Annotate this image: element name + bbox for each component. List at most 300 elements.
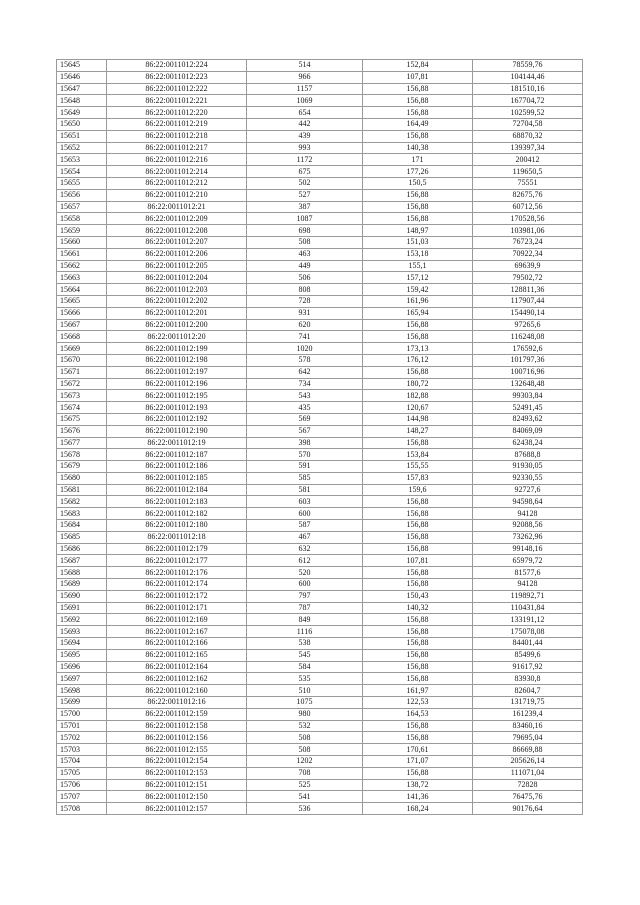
- table-row: [57, 720, 583, 732]
- area-cell: 541: [247, 791, 363, 803]
- unit-value-cell: 120,67: [363, 402, 473, 414]
- area-cell: 439: [247, 130, 363, 142]
- cadastral-value-cell: 92330,55: [473, 472, 583, 484]
- unit-value-cell: 150,43: [363, 590, 473, 602]
- area-cell: 600: [247, 579, 363, 591]
- cadastral-value-cell: 132648,48: [473, 378, 583, 390]
- table-row: [57, 744, 583, 756]
- unit-value-cell: 140,38: [363, 142, 473, 154]
- cadastral-value-cell: 76723,24: [473, 236, 583, 248]
- cadastral-value-cell: 82604,7: [473, 685, 583, 697]
- row-number-cell: 15646: [57, 71, 107, 83]
- cadastral-number-cell: 86:22:0011012:221: [107, 95, 247, 107]
- row-number-cell: 15696: [57, 661, 107, 673]
- area-cell: 1202: [247, 756, 363, 768]
- cadastral-value-cell: 94128: [473, 579, 583, 591]
- area-cell: 543: [247, 390, 363, 402]
- cadastral-number-cell: 86:22:0011012:16: [107, 697, 247, 709]
- table-row: [57, 331, 583, 343]
- cadastral-value-cell: 72828: [473, 779, 583, 791]
- area-cell: 387: [247, 201, 363, 213]
- unit-value-cell: 161,97: [363, 685, 473, 697]
- row-number-cell: 15680: [57, 472, 107, 484]
- table-row: [57, 177, 583, 189]
- area-cell: 1157: [247, 83, 363, 95]
- unit-value-cell: 141,36: [363, 791, 473, 803]
- cadastral-number-cell: 86:22:0011012:164: [107, 661, 247, 673]
- table-row: [57, 60, 583, 72]
- table-row: [57, 614, 583, 626]
- unit-value-cell: 138,72: [363, 779, 473, 791]
- row-number-cell: 15649: [57, 107, 107, 119]
- unit-value-cell: 170,61: [363, 744, 473, 756]
- cadastral-number-cell: 86:22:0011012:193: [107, 402, 247, 414]
- unit-value-cell: 122,53: [363, 697, 473, 709]
- area-cell: 675: [247, 166, 363, 178]
- row-number-cell: 15706: [57, 779, 107, 791]
- cadastral-number-cell: 86:22:0011012:222: [107, 83, 247, 95]
- row-number-cell: 15667: [57, 319, 107, 331]
- area-cell: 591: [247, 461, 363, 473]
- area-cell: 535: [247, 673, 363, 685]
- table-row: [57, 449, 583, 461]
- area-cell: 797: [247, 590, 363, 602]
- area-cell: 600: [247, 508, 363, 520]
- row-number-cell: 15656: [57, 189, 107, 201]
- unit-value-cell: 156,88: [363, 107, 473, 119]
- row-number-cell: 15688: [57, 567, 107, 579]
- row-number-cell: 15674: [57, 402, 107, 414]
- cadastral-number-cell: 86:22:0011012:156: [107, 732, 247, 744]
- cadastral-value-cell: 52491,45: [473, 402, 583, 414]
- cadastral-number-cell: 86:22:0011012:176: [107, 567, 247, 579]
- table-row: [57, 307, 583, 319]
- cadastral-number-cell: 86:22:0011012:186: [107, 461, 247, 473]
- cadastral-number-cell: 86:22:0011012:224: [107, 60, 247, 72]
- table-row: [57, 649, 583, 661]
- cadastral-number-cell: 86:22:0011012:203: [107, 284, 247, 296]
- area-cell: 654: [247, 107, 363, 119]
- area-cell: 567: [247, 425, 363, 437]
- table-row: [57, 319, 583, 331]
- area-cell: 1172: [247, 154, 363, 166]
- area-cell: 514: [247, 60, 363, 72]
- table-row: [57, 520, 583, 532]
- cadastral-value-cell: 83930,8: [473, 673, 583, 685]
- row-number-cell: 15692: [57, 614, 107, 626]
- cadastral-value-cell: 103981,06: [473, 225, 583, 237]
- table-row: [57, 496, 583, 508]
- row-number-cell: 15691: [57, 602, 107, 614]
- cadastral-number-cell: 86:22:0011012:187: [107, 449, 247, 461]
- area-cell: 993: [247, 142, 363, 154]
- table-row: [57, 236, 583, 248]
- cadastral-value-cell: 133191,12: [473, 614, 583, 626]
- area-cell: 536: [247, 803, 363, 815]
- cadastral-value-cell: 104144,46: [473, 71, 583, 83]
- table-row: [57, 697, 583, 709]
- table-row: [57, 166, 583, 178]
- cadastral-value-cell: 73262,96: [473, 531, 583, 543]
- cadastral-number-cell: 86:22:0011012:169: [107, 614, 247, 626]
- cadastral-value-cell: 111071,04: [473, 767, 583, 779]
- row-number-cell: 15669: [57, 343, 107, 355]
- unit-value-cell: 140,32: [363, 602, 473, 614]
- cadastral-value-cell: 68870,32: [473, 130, 583, 142]
- cadastral-number-cell: 86:22:0011012:180: [107, 520, 247, 532]
- table-row: [57, 71, 583, 83]
- unit-value-cell: 148,27: [363, 425, 473, 437]
- row-number-cell: 15689: [57, 579, 107, 591]
- cadastral-number-cell: 86:22:0011012:177: [107, 555, 247, 567]
- area-cell: 463: [247, 248, 363, 260]
- area-cell: 642: [247, 366, 363, 378]
- cadastral-number-cell: 86:22:0011012:206: [107, 248, 247, 260]
- cadastral-number-cell: 86:22:0011012:218: [107, 130, 247, 142]
- area-cell: 587: [247, 520, 363, 532]
- row-number-cell: 15686: [57, 543, 107, 555]
- row-number-cell: 15653: [57, 154, 107, 166]
- row-number-cell: 15708: [57, 803, 107, 815]
- cadastral-value-cell: 86669,88: [473, 744, 583, 756]
- area-cell: 1116: [247, 626, 363, 638]
- cadastral-value-cell: 200412: [473, 154, 583, 166]
- cadastral-value-cell: 87688,8: [473, 449, 583, 461]
- unit-value-cell: 159,6: [363, 484, 473, 496]
- cadastral-value-cell: 128811,36: [473, 284, 583, 296]
- row-number-cell: 15699: [57, 697, 107, 709]
- cadastral-number-cell: 86:22:0011012:165: [107, 649, 247, 661]
- row-number-cell: 15664: [57, 284, 107, 296]
- table-row: [57, 95, 583, 107]
- cadastral-number-cell: 86:22:0011012:182: [107, 508, 247, 520]
- area-cell: 545: [247, 649, 363, 661]
- unit-value-cell: 156,88: [363, 366, 473, 378]
- unit-value-cell: 156,88: [363, 437, 473, 449]
- table-row: [57, 732, 583, 744]
- cadastral-number-cell: 86:22:0011012:196: [107, 378, 247, 390]
- unit-value-cell: 171,07: [363, 756, 473, 768]
- cadastral-value-cell: 205626,14: [473, 756, 583, 768]
- unit-value-cell: 155,1: [363, 260, 473, 272]
- table-row: [57, 673, 583, 685]
- cadastral-number-cell: 86:22:0011012:207: [107, 236, 247, 248]
- area-cell: 849: [247, 614, 363, 626]
- unit-value-cell: 144,98: [363, 413, 473, 425]
- cadastral-number-cell: 86:22:0011012:172: [107, 590, 247, 602]
- cadastral-number-cell: 86:22:0011012:205: [107, 260, 247, 272]
- cadastral-value-cell: 79502,72: [473, 272, 583, 284]
- unit-value-cell: 161,96: [363, 295, 473, 307]
- area-cell: 508: [247, 236, 363, 248]
- unit-value-cell: 157,12: [363, 272, 473, 284]
- row-number-cell: 15651: [57, 130, 107, 142]
- cadastral-value-cell: 65979,72: [473, 555, 583, 567]
- cadastral-value-cell: 176592,6: [473, 343, 583, 355]
- unit-value-cell: 168,24: [363, 803, 473, 815]
- table-row: [57, 567, 583, 579]
- cadastral-value-cell: 91930,05: [473, 461, 583, 473]
- unit-value-cell: 152,84: [363, 60, 473, 72]
- table-row: [57, 461, 583, 473]
- row-number-cell: 15705: [57, 767, 107, 779]
- cadastral-value-cell: 78559,76: [473, 60, 583, 72]
- cadastral-number-cell: 86:22:0011012:183: [107, 496, 247, 508]
- table-row: [57, 531, 583, 543]
- row-number-cell: 15672: [57, 378, 107, 390]
- row-number-cell: 15702: [57, 732, 107, 744]
- unit-value-cell: 107,81: [363, 71, 473, 83]
- unit-value-cell: 156,88: [363, 130, 473, 142]
- unit-value-cell: 156,88: [363, 496, 473, 508]
- unit-value-cell: 156,88: [363, 543, 473, 555]
- unit-value-cell: 155,55: [363, 461, 473, 473]
- cadastral-value-cell: 181510,16: [473, 83, 583, 95]
- unit-value-cell: 151,03: [363, 236, 473, 248]
- cadastral-value-cell: 82493,62: [473, 413, 583, 425]
- row-number-cell: 15681: [57, 484, 107, 496]
- cadastral-value-cell: 154490,14: [473, 307, 583, 319]
- area-cell: 1020: [247, 343, 363, 355]
- unit-value-cell: 164,53: [363, 708, 473, 720]
- area-cell: 508: [247, 744, 363, 756]
- area-cell: 931: [247, 307, 363, 319]
- table-row: [57, 638, 583, 650]
- row-number-cell: 15673: [57, 390, 107, 402]
- row-number-cell: 15665: [57, 295, 107, 307]
- table-row: [57, 284, 583, 296]
- area-cell: 980: [247, 708, 363, 720]
- cadastral-value-cell: 139397,34: [473, 142, 583, 154]
- cadastral-value-cell: 170528,56: [473, 213, 583, 225]
- table-row: [57, 767, 583, 779]
- cadastral-number-cell: 86:22:0011012:209: [107, 213, 247, 225]
- area-cell: 527: [247, 189, 363, 201]
- unit-value-cell: 165,94: [363, 307, 473, 319]
- unit-value-cell: 156,88: [363, 83, 473, 95]
- area-cell: 532: [247, 720, 363, 732]
- unit-value-cell: 156,88: [363, 213, 473, 225]
- cadastral-value-cell: 110431,84: [473, 602, 583, 614]
- cadastral-number-cell: 86:22:0011012:208: [107, 225, 247, 237]
- cadastral-number-cell: 86:22:0011012:223: [107, 71, 247, 83]
- cadastral-number-cell: 86:22:0011012:179: [107, 543, 247, 555]
- cadastral-value-cell: 119650,5: [473, 166, 583, 178]
- table-row: [57, 213, 583, 225]
- table-row: [57, 295, 583, 307]
- cadastral-number-cell: 86:22:0011012:155: [107, 744, 247, 756]
- cadastral-value-cell: 101797,36: [473, 354, 583, 366]
- table-row: [57, 225, 583, 237]
- unit-value-cell: 148,97: [363, 225, 473, 237]
- row-number-cell: 15684: [57, 520, 107, 532]
- unit-value-cell: 156,88: [363, 732, 473, 744]
- row-number-cell: 15666: [57, 307, 107, 319]
- unit-value-cell: 164,49: [363, 118, 473, 130]
- cadastral-number-cell: 86:22:0011012:18: [107, 531, 247, 543]
- unit-value-cell: 156,88: [363, 520, 473, 532]
- unit-value-cell: 180,72: [363, 378, 473, 390]
- cadastral-value-cell: 83460,16: [473, 720, 583, 732]
- cadastral-value-cell: 75551: [473, 177, 583, 189]
- table-row: [57, 661, 583, 673]
- area-cell: 584: [247, 661, 363, 673]
- table-row: [57, 366, 583, 378]
- table-body: [57, 60, 583, 815]
- cadastral-number-cell: 86:22:0011012:192: [107, 413, 247, 425]
- row-number-cell: 15707: [57, 791, 107, 803]
- cadastral-value-cell: 76475,76: [473, 791, 583, 803]
- cadastral-value-cell: 60712,56: [473, 201, 583, 213]
- cadastral-value-cell: 167704,72: [473, 95, 583, 107]
- cadastral-value-cell: 161239,4: [473, 708, 583, 720]
- row-number-cell: 15675: [57, 413, 107, 425]
- unit-value-cell: 156,88: [363, 614, 473, 626]
- table-row: [57, 437, 583, 449]
- unit-value-cell: 182,88: [363, 390, 473, 402]
- cadastral-number-cell: 86:22:0011012:171: [107, 602, 247, 614]
- unit-value-cell: 156,88: [363, 319, 473, 331]
- cadastral-number-cell: 86:22:0011012:199: [107, 343, 247, 355]
- area-cell: 708: [247, 767, 363, 779]
- area-cell: 728: [247, 295, 363, 307]
- cadastral-value-cell: 69639,9: [473, 260, 583, 272]
- area-cell: 506: [247, 272, 363, 284]
- unit-value-cell: 156,88: [363, 201, 473, 213]
- table-row: [57, 189, 583, 201]
- row-number-cell: 15704: [57, 756, 107, 768]
- cadastral-value-cell: 94128: [473, 508, 583, 520]
- unit-value-cell: 156,88: [363, 331, 473, 343]
- area-cell: 442: [247, 118, 363, 130]
- area-cell: 585: [247, 472, 363, 484]
- cadastral-number-cell: 86:22:0011012:19: [107, 437, 247, 449]
- cadastral-value-cell: 116248,08: [473, 331, 583, 343]
- unit-value-cell: 156,88: [363, 567, 473, 579]
- unit-value-cell: 156,88: [363, 720, 473, 732]
- area-cell: 502: [247, 177, 363, 189]
- cadastral-number-cell: 86:22:0011012:158: [107, 720, 247, 732]
- unit-value-cell: 177,26: [363, 166, 473, 178]
- unit-value-cell: 176,12: [363, 354, 473, 366]
- row-number-cell: 15698: [57, 685, 107, 697]
- cadastral-number-cell: 86:22:0011012:20: [107, 331, 247, 343]
- table-row: [57, 425, 583, 437]
- cadastral-number-cell: 86:22:0011012:157: [107, 803, 247, 815]
- table-row: [57, 779, 583, 791]
- table-row: [57, 685, 583, 697]
- cadastral-value-cell: 84069,09: [473, 425, 583, 437]
- row-number-cell: 15663: [57, 272, 107, 284]
- table-row: [57, 142, 583, 154]
- table-row: [57, 791, 583, 803]
- cadastral-value-cell: 72704,58: [473, 118, 583, 130]
- table-row: [57, 508, 583, 520]
- cadastral-number-cell: 86:22:0011012:162: [107, 673, 247, 685]
- row-number-cell: 15679: [57, 461, 107, 473]
- cadastral-number-cell: 86:22:0011012:210: [107, 189, 247, 201]
- cadastral-number-cell: 86:22:0011012:214: [107, 166, 247, 178]
- unit-value-cell: 156,88: [363, 626, 473, 638]
- cadastral-value-cell: 119892,71: [473, 590, 583, 602]
- cadastral-number-cell: 86:22:0011012:195: [107, 390, 247, 402]
- row-number-cell: 15661: [57, 248, 107, 260]
- area-cell: 1087: [247, 213, 363, 225]
- unit-value-cell: 156,88: [363, 673, 473, 685]
- cadastral-value-cell: 84401,44: [473, 638, 583, 650]
- row-number-cell: 15658: [57, 213, 107, 225]
- table-row: [57, 402, 583, 414]
- unit-value-cell: 159,42: [363, 284, 473, 296]
- area-cell: 578: [247, 354, 363, 366]
- cadastral-number-cell: 86:22:0011012:159: [107, 708, 247, 720]
- table-row: [57, 107, 583, 119]
- area-cell: 435: [247, 402, 363, 414]
- table-row: [57, 484, 583, 496]
- area-cell: 734: [247, 378, 363, 390]
- area-cell: 467: [247, 531, 363, 543]
- cadastral-number-cell: 86:22:0011012:197: [107, 366, 247, 378]
- cadastral-number-cell: 86:22:0011012:220: [107, 107, 247, 119]
- table-row: [57, 343, 583, 355]
- unit-value-cell: 156,88: [363, 579, 473, 591]
- table-row: [57, 756, 583, 768]
- cadastral-number-cell: 86:22:0011012:167: [107, 626, 247, 638]
- table-row: [57, 390, 583, 402]
- area-cell: 603: [247, 496, 363, 508]
- table-row: [57, 543, 583, 555]
- cadastral-value-cell: 82675,76: [473, 189, 583, 201]
- table-row: [57, 708, 583, 720]
- cadastral-value-cell: 79695,04: [473, 732, 583, 744]
- cadastral-value-cell: 70922,34: [473, 248, 583, 260]
- cadastral-number-cell: 86:22:0011012:198: [107, 354, 247, 366]
- cadastral-number-cell: 86:22:0011012:166: [107, 638, 247, 650]
- cadastral-number-cell: 86:22:0011012:201: [107, 307, 247, 319]
- row-number-cell: 15660: [57, 236, 107, 248]
- unit-value-cell: 107,81: [363, 555, 473, 567]
- cadastral-number-cell: 86:22:0011012:212: [107, 177, 247, 189]
- cadastral-value-cell: 92088,56: [473, 520, 583, 532]
- area-cell: 398: [247, 437, 363, 449]
- area-cell: 520: [247, 567, 363, 579]
- cadastral-value-cell: 81577,6: [473, 567, 583, 579]
- area-cell: 569: [247, 413, 363, 425]
- unit-value-cell: 156,88: [363, 638, 473, 650]
- row-number-cell: 15683: [57, 508, 107, 520]
- table-row: [57, 579, 583, 591]
- row-number-cell: 15670: [57, 354, 107, 366]
- area-cell: 787: [247, 602, 363, 614]
- table-row: [57, 154, 583, 166]
- area-cell: 966: [247, 71, 363, 83]
- cadastral-number-cell: 86:22:0011012:204: [107, 272, 247, 284]
- row-number-cell: 15690: [57, 590, 107, 602]
- cadastral-value-cell: 175078,08: [473, 626, 583, 638]
- row-number-cell: 15648: [57, 95, 107, 107]
- unit-value-cell: 153,84: [363, 449, 473, 461]
- unit-value-cell: 156,88: [363, 649, 473, 661]
- cadastral-number-cell: 86:22:0011012:184: [107, 484, 247, 496]
- cadastral-number-cell: 86:22:0011012:150: [107, 791, 247, 803]
- unit-value-cell: 173,13: [363, 343, 473, 355]
- cadastral-value-cell: 90176,64: [473, 803, 583, 815]
- cadastral-value-cell: 97265,6: [473, 319, 583, 331]
- row-number-cell: 15687: [57, 555, 107, 567]
- cadastral-value-cell: 117907,44: [473, 295, 583, 307]
- cadastral-number-cell: 86:22:0011012:151: [107, 779, 247, 791]
- row-number-cell: 15655: [57, 177, 107, 189]
